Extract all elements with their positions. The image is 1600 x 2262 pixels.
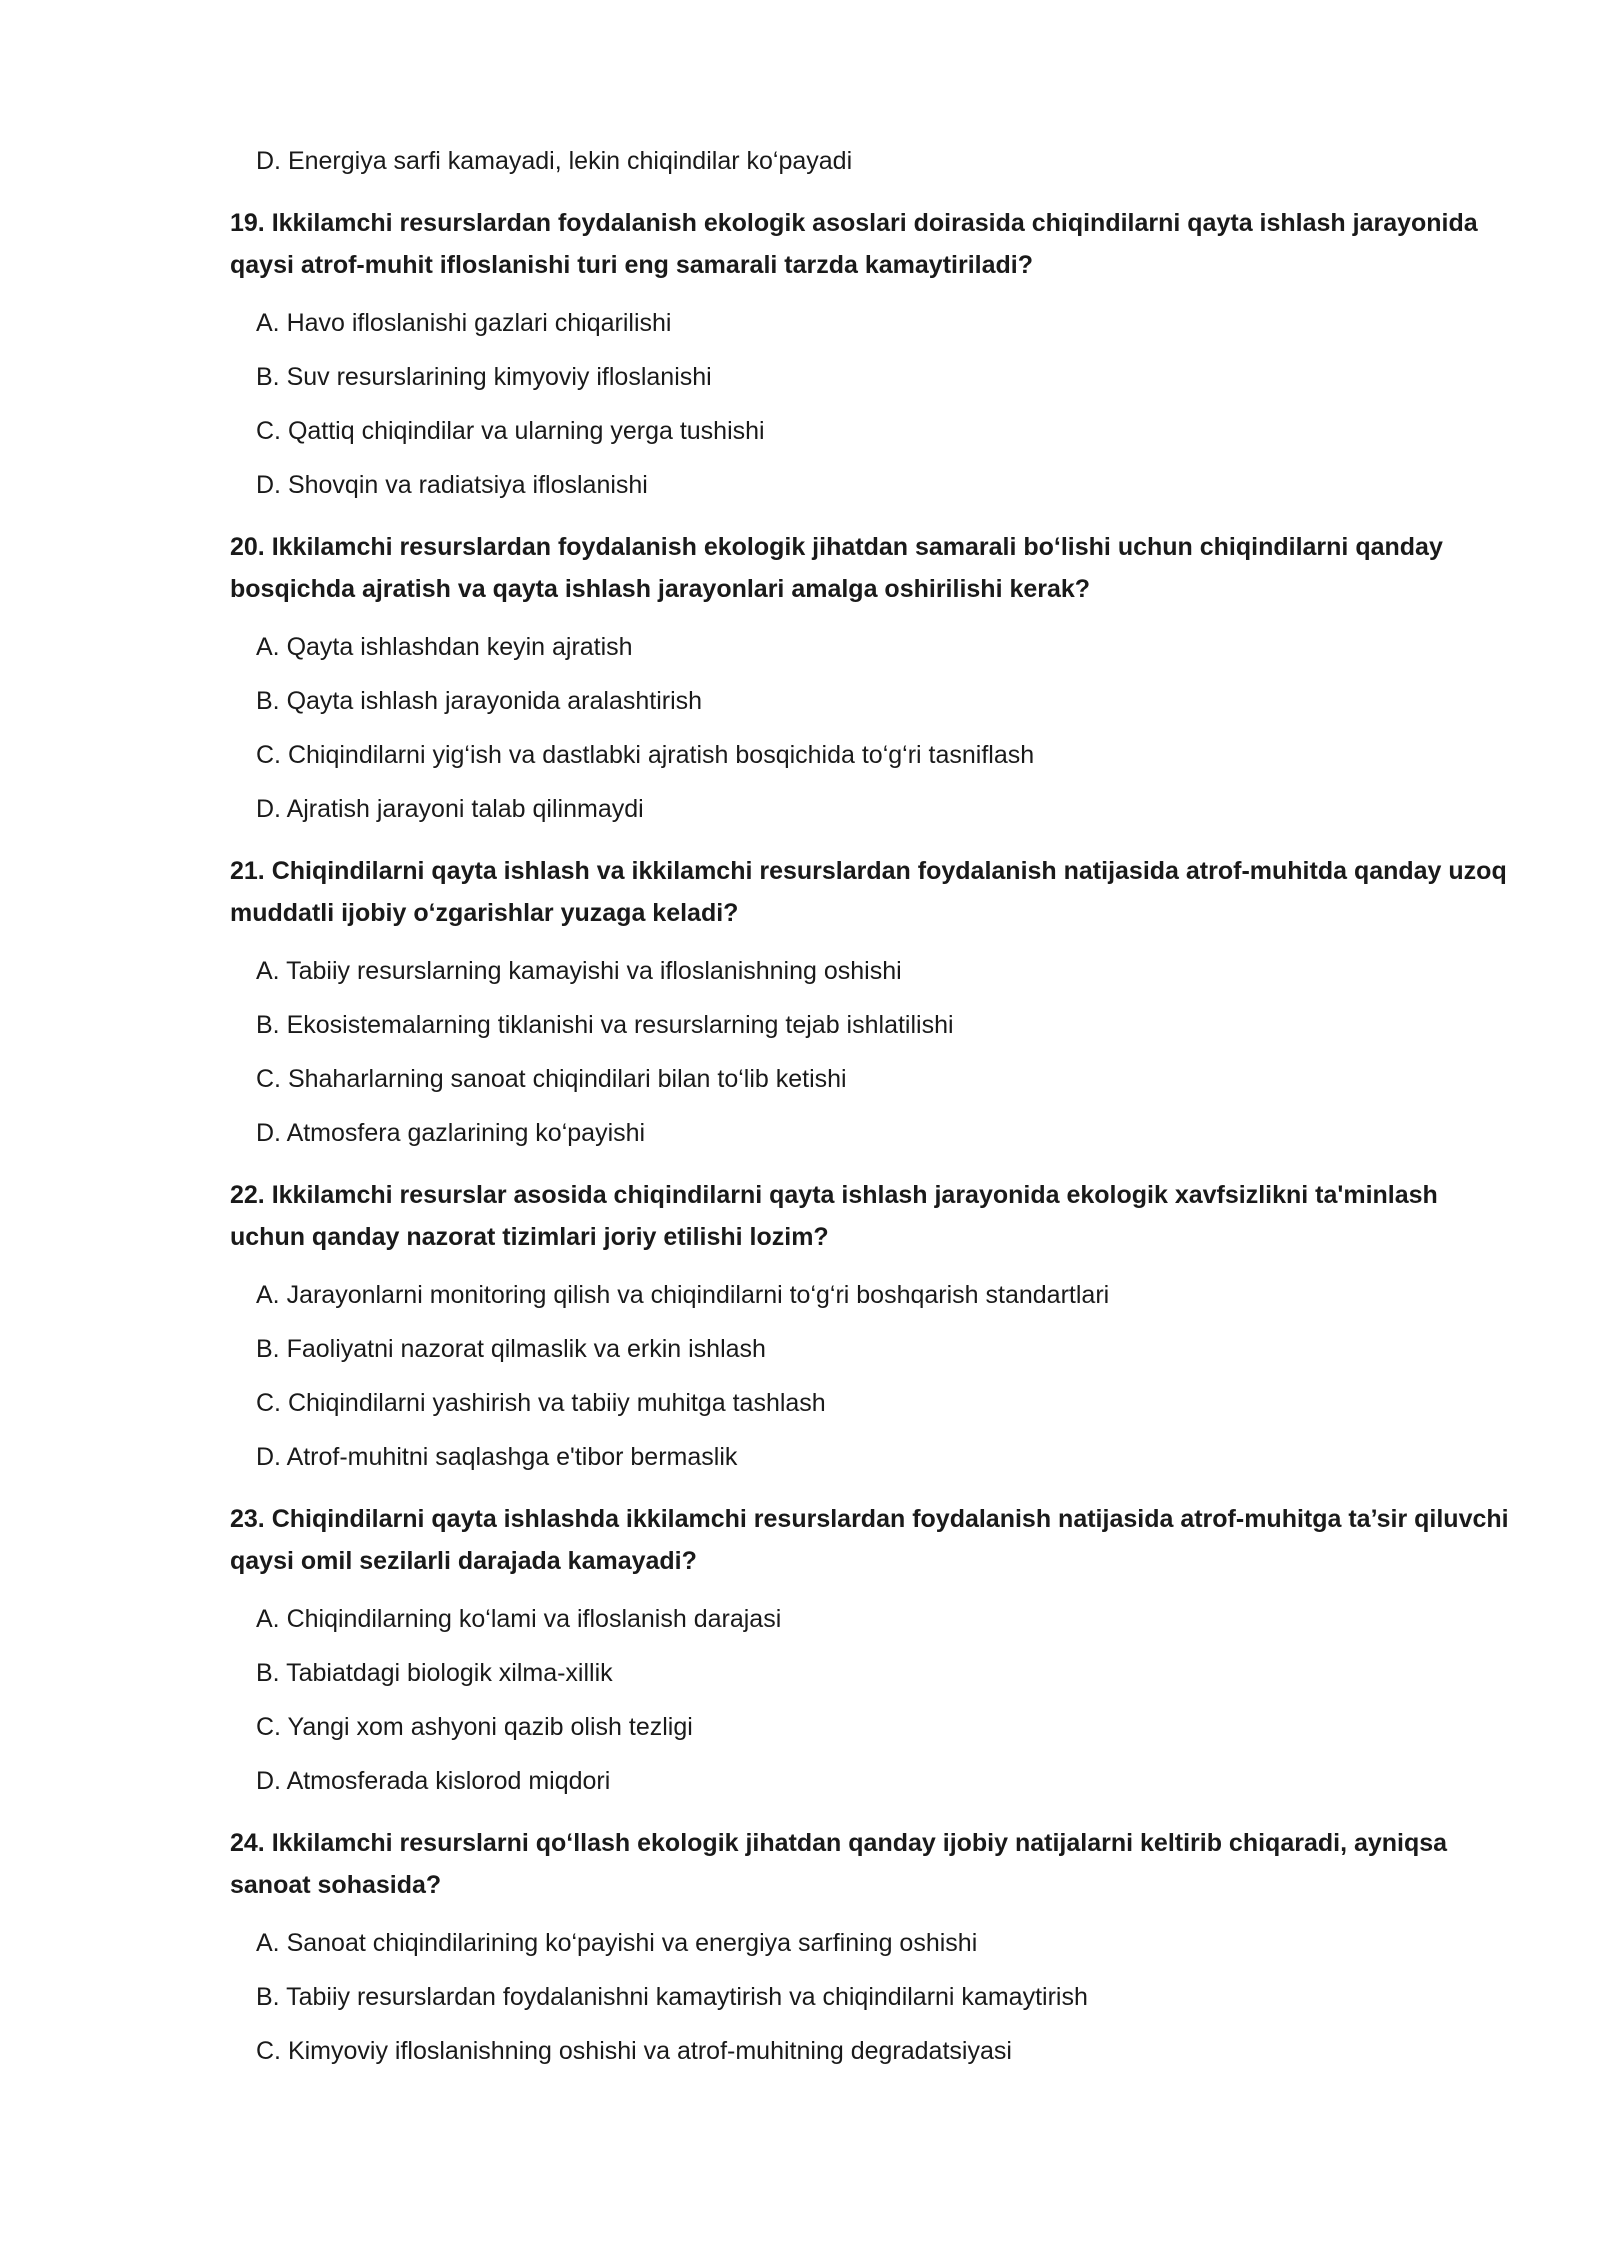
question-block-24 (230, 1808, 1510, 2078)
answer-option-d: D. Ajratish jarayoni talab qilinmaydi (256, 795, 644, 823)
answer-option-a: A. Tabiiy resurslarning kamayishi va ifloslanishning oshishi (256, 957, 902, 985)
question-text: 23. Chiqindilarni qayta ishlashda ikkilamchi resurslardan foydalanish natijasida atrof-muhitga ta’sir qiluvchi qaysi omil sezilarli darajada kamayadi? (230, 1505, 1509, 1575)
question-block-19 (230, 188, 1510, 512)
answer-option-d: D. Shovqin va radiatsiya ifloslanishi (256, 471, 648, 499)
answer-option-b: B. Faoliyatni nazorat qilmaslik va erkin ishlash (256, 1335, 766, 1363)
answer-option-b: B. Tabiiy resurslardan foydalanishni kamaytirish va chiqindilarni kamaytirish (256, 1983, 1088, 2011)
question-block-22 (230, 1160, 1510, 1484)
answer-option-a: A. Jarayonlarni monitoring qilish va chiqindilarni to‘g‘ri boshqarish standartlari (256, 1281, 1110, 1309)
answer-option-a: A. Qayta ishlashdan keyin ajratish (256, 633, 633, 661)
question-text: 22. Ikkilamchi resurslar asosida chiqindilarni qayta ishlash jarayonida ekologik xavfsizlikni ta'minlash uchun qanday nazorat tizimlari joriy etilishi lozim? (230, 1181, 1438, 1251)
answer-option-c: C. Yangi xom ashyoni qazib olish tezligi (256, 1713, 693, 1741)
answer-option-c: C. Chiqindilarni yig‘ish va dastlabki ajratish bosqichida to‘g‘ri tasniflash (256, 741, 1035, 769)
answer-option-c: C. Chiqindilarni yashirish va tabiiy muhitga tashlash (256, 1389, 826, 1417)
question-text: 19. Ikkilamchi resurslardan foydalanish ekologik asoslari doirasida chiqindilarni qayta ishlash jarayonida qaysi atrof-muhit ifloslanishi turi eng samarali tarzda kamaytiriladi? (230, 209, 1478, 279)
answer-option-d: D. Atrof-muhitni saqlashga e'tibor bermaslik (256, 1443, 738, 1471)
answer-option-d: D. Atmosferada kislorod miqdori (256, 1767, 611, 1795)
answer-option-b: B. Ekosistemalarning tiklanishi va resurslarning tejab ishlatilishi (256, 1011, 954, 1039)
answer-option-a: A. Chiqindilarning ko‘lami va ifloslanish darajasi (256, 1605, 782, 1633)
question-block-20 (230, 512, 1510, 836)
answer-option-c: C. Kimyoviy ifloslanishning oshishi va atrof-muhitning degradatsiyasi (256, 2037, 1012, 2065)
question-block-21 (230, 836, 1510, 1160)
answer-option-d: D. Atmosfera gazlarining ko‘payishi (256, 1119, 646, 1147)
question-text: 20. Ikkilamchi resurslardan foydalanish ekologik jihatdan samarali bo‘lishi uchun chiqindilarni qanday bosqichda ajratish va qayta ishlash jarayonlari amalga oshirilishi kerak? (230, 533, 1443, 603)
carryover-answer-option: D. Energiya sarfi kamayadi, lekin chiqindilar ko‘payadi (256, 147, 853, 175)
question-text: 21. Chiqindilarni qayta ishlash va ikkilamchi resurslardan foydalanish natijasida atrof-muhitda qanday uzoq muddatli ijobiy o‘zgarishlar yuzaga keladi? (230, 857, 1507, 927)
answer-option-c: C. Qattiq chiqindilar va ularning yerga tushishi (256, 417, 765, 445)
question-text: 24. Ikkilamchi resurslarni qo‘llash ekologik jihatdan qanday ijobiy natijalarni keltirib chiqaradi, ayniqsa sanoat sohasida? (230, 1829, 1448, 1899)
answer-option-a: A. Havo ifloslanishi gazlari chiqarilishi (256, 309, 672, 337)
answer-option-c: C. Shaharlarning sanoat chiqindilari bilan to‘lib ketishi (256, 1065, 847, 1093)
answer-option-a: A. Sanoat chiqindilarining ko‘payishi va energiya sarfining oshishi (256, 1929, 978, 1957)
answer-option-b: B. Qayta ishlash jarayonida aralashtirish (256, 687, 703, 715)
quiz-content (230, 140, 1510, 2078)
answer-option-b: B. Tabiatdagi biologik xilma-xillik (256, 1659, 613, 1687)
question-block-23 (230, 1484, 1510, 1808)
answer-option-b: B. Suv resurslarining kimyoviy ifloslanishi (256, 363, 712, 391)
